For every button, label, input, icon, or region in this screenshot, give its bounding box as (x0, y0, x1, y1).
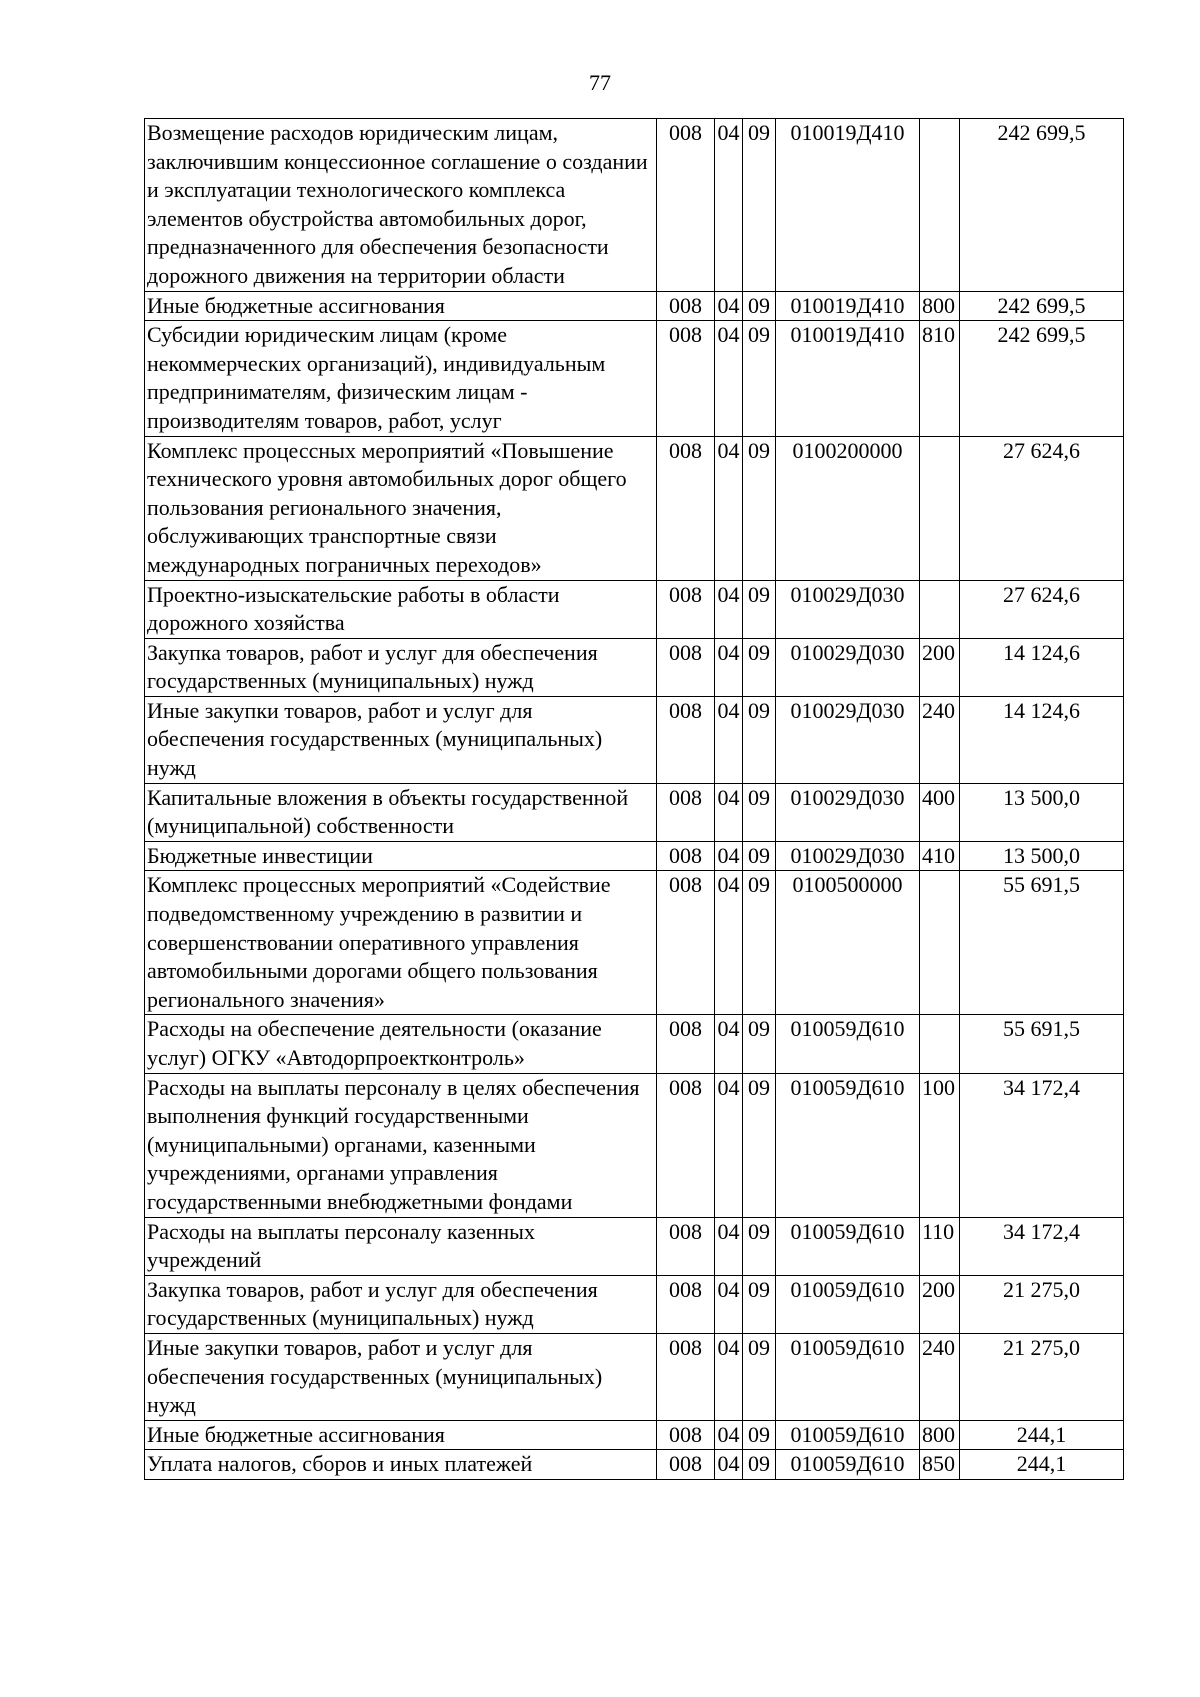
amount: 14 124,6 (960, 638, 1124, 696)
admin-code: 008 (657, 783, 715, 841)
section-code: 04 (715, 436, 743, 580)
subsection-code: 09 (743, 638, 776, 696)
section-code: 04 (715, 1217, 743, 1275)
subsection-code: 09 (743, 1217, 776, 1275)
section-code: 04 (715, 638, 743, 696)
row-name: Капитальные вложения в объекты государственной (муниципальной) собственности (145, 783, 657, 841)
amount: 244,1 (960, 1420, 1124, 1450)
expense-type-code: 410 (920, 841, 960, 871)
table-row (145, 841, 1124, 871)
section-code: 04 (715, 696, 743, 783)
amount: 34 172,4 (960, 1073, 1124, 1217)
row-name: Расходы на выплаты персоналу в целях обеспечения выполнения функций государственными (муниципальными) органами, казенными учреждениями, органами управления государственными внебюджетными фондами (145, 1073, 657, 1217)
subsection-code: 09 (743, 1333, 776, 1420)
target-article-code: 010029Д030 (776, 841, 920, 871)
table-row (145, 321, 1124, 436)
admin-code: 008 (657, 1217, 715, 1275)
target-article-code: 010029Д030 (776, 638, 920, 696)
subsection-code: 09 (743, 436, 776, 580)
table-row (145, 696, 1124, 783)
section-code: 04 (715, 580, 743, 638)
amount: 55 691,5 (960, 1015, 1124, 1073)
amount: 242 699,5 (960, 291, 1124, 321)
budget-table-body (145, 119, 1124, 1480)
target-article-code: 010029Д030 (776, 783, 920, 841)
row-name: Иные закупки товаров, работ и услуг для обеспечения государственных (муниципальных) нужд (145, 696, 657, 783)
expense-type-code: 800 (920, 291, 960, 321)
amount: 13 500,0 (960, 841, 1124, 871)
target-article-code: 010059Д610 (776, 1217, 920, 1275)
subsection-code: 09 (743, 841, 776, 871)
subsection-code: 09 (743, 1073, 776, 1217)
admin-code: 008 (657, 871, 715, 1015)
amount: 27 624,6 (960, 580, 1124, 638)
expense-type-code (920, 580, 960, 638)
subsection-code: 09 (743, 1275, 776, 1333)
target-article-code: 010029Д030 (776, 696, 920, 783)
row-name: Иные закупки товаров, работ и услуг для обеспечения государственных (муниципальных) нужд (145, 1333, 657, 1420)
target-article-code: 010019Д410 (776, 291, 920, 321)
admin-code: 008 (657, 580, 715, 638)
admin-code: 008 (657, 638, 715, 696)
admin-code: 008 (657, 291, 715, 321)
page-number: 77 (589, 70, 611, 95)
row-name: Субсидии юридическим лицам (кроме некоммерческих организаций), индивидуальным предпринимателям, физическим лицам - производителям товаров, работ, услуг (145, 321, 657, 436)
subsection-code: 09 (743, 321, 776, 436)
subsection-code: 09 (743, 696, 776, 783)
section-code: 04 (715, 841, 743, 871)
target-article-code: 010059Д610 (776, 1450, 920, 1480)
target-article-code: 0100200000 (776, 436, 920, 580)
table-row (145, 638, 1124, 696)
expense-type-code: 240 (920, 696, 960, 783)
row-name: Возмещение расходов юридическим лицам, заключившим концессионное соглашение о создании и эксплуатации технологического комплекса элементов обустройства автомобильных дорог, предназначенного для обеспечения безопасности дорожного движения на территории области (145, 119, 657, 292)
table-row (145, 119, 1124, 292)
table-row (145, 783, 1124, 841)
target-article-code: 010029Д030 (776, 580, 920, 638)
section-code: 04 (715, 1073, 743, 1217)
target-article-code: 010059Д610 (776, 1333, 920, 1420)
expense-type-code: 400 (920, 783, 960, 841)
expense-type-code: 240 (920, 1333, 960, 1420)
admin-code: 008 (657, 321, 715, 436)
section-code: 04 (715, 1450, 743, 1480)
admin-code: 008 (657, 436, 715, 580)
expense-type-code: 100 (920, 1073, 960, 1217)
target-article-code: 0100500000 (776, 871, 920, 1015)
amount: 13 500,0 (960, 783, 1124, 841)
expense-type-code (920, 1015, 960, 1073)
target-article-code: 010019Д410 (776, 119, 920, 292)
section-code: 04 (715, 871, 743, 1015)
expense-type-code: 200 (920, 638, 960, 696)
table-row (145, 1217, 1124, 1275)
table-row (145, 1015, 1124, 1073)
target-article-code: 010059Д610 (776, 1015, 920, 1073)
row-name: Закупка товаров, работ и услуг для обеспечения государственных (муниципальных) нужд (145, 638, 657, 696)
amount: 242 699,5 (960, 321, 1124, 436)
target-article-code: 010059Д610 (776, 1420, 920, 1450)
admin-code: 008 (657, 1420, 715, 1450)
row-name: Бюджетные инвестиции (145, 841, 657, 871)
expense-type-code: 110 (920, 1217, 960, 1275)
expense-type-code (920, 871, 960, 1015)
subsection-code: 09 (743, 783, 776, 841)
admin-code: 008 (657, 1275, 715, 1333)
table-row (145, 871, 1124, 1015)
subsection-code: 09 (743, 119, 776, 292)
subsection-code: 09 (743, 1015, 776, 1073)
table-row (145, 1333, 1124, 1420)
admin-code: 008 (657, 1015, 715, 1073)
table-row (145, 1420, 1124, 1450)
budget-table (144, 118, 1124, 1480)
amount: 55 691,5 (960, 871, 1124, 1015)
row-name: Расходы на обеспечение деятельности (оказание услуг) ОГКУ «Автодорпроектконтроль» (145, 1015, 657, 1073)
section-code: 04 (715, 1015, 743, 1073)
table-row (145, 580, 1124, 638)
amount: 21 275,0 (960, 1333, 1124, 1420)
table-row (145, 291, 1124, 321)
expense-type-code (920, 436, 960, 580)
row-name: Иные бюджетные ассигнования (145, 291, 657, 321)
section-code: 04 (715, 1420, 743, 1450)
admin-code: 008 (657, 841, 715, 871)
section-code: 04 (715, 119, 743, 292)
admin-code: 008 (657, 696, 715, 783)
section-code: 04 (715, 291, 743, 321)
target-article-code: 010019Д410 (776, 321, 920, 436)
target-article-code: 010059Д610 (776, 1073, 920, 1217)
amount: 27 624,6 (960, 436, 1124, 580)
table-row (145, 1073, 1124, 1217)
admin-code: 008 (657, 119, 715, 292)
row-name: Комплекс процессных мероприятий «Содействие подведомственному учреждению в развитии и совершенствовании оперативного управления автомобильными дорогами общего пользования регионального значения» (145, 871, 657, 1015)
amount: 21 275,0 (960, 1275, 1124, 1333)
table-row (145, 1450, 1124, 1480)
expense-type-code: 850 (920, 1450, 960, 1480)
subsection-code: 09 (743, 291, 776, 321)
table-row (145, 1275, 1124, 1333)
table-row (145, 436, 1124, 580)
amount: 14 124,6 (960, 696, 1124, 783)
amount: 244,1 (960, 1450, 1124, 1480)
amount: 34 172,4 (960, 1217, 1124, 1275)
admin-code: 008 (657, 1073, 715, 1217)
subsection-code: 09 (743, 1450, 776, 1480)
section-code: 04 (715, 783, 743, 841)
expense-type-code: 810 (920, 321, 960, 436)
row-name: Проектно-изыскательские работы в области дорожного хозяйства (145, 580, 657, 638)
row-name: Уплата налогов, сборов и иных платежей (145, 1450, 657, 1480)
row-name: Расходы на выплаты персоналу казенных учреждений (145, 1217, 657, 1275)
section-code: 04 (715, 1333, 743, 1420)
section-code: 04 (715, 1275, 743, 1333)
row-name: Закупка товаров, работ и услуг для обеспечения государственных (муниципальных) нужд (145, 1275, 657, 1333)
target-article-code: 010059Д610 (776, 1275, 920, 1333)
admin-code: 008 (657, 1450, 715, 1480)
expense-type-code: 800 (920, 1420, 960, 1450)
subsection-code: 09 (743, 871, 776, 1015)
subsection-code: 09 (743, 580, 776, 638)
section-code: 04 (715, 321, 743, 436)
expense-type-code (920, 119, 960, 292)
admin-code: 008 (657, 1333, 715, 1420)
subsection-code: 09 (743, 1420, 776, 1450)
amount: 242 699,5 (960, 119, 1124, 292)
row-name: Иные бюджетные ассигнования (145, 1420, 657, 1450)
row-name: Комплекс процессных мероприятий «Повышение технического уровня автомобильных дорог общего пользования регионального значения, обслуживающих транспортные связи международных пограничных переходов» (145, 436, 657, 580)
expense-type-code: 200 (920, 1275, 960, 1333)
